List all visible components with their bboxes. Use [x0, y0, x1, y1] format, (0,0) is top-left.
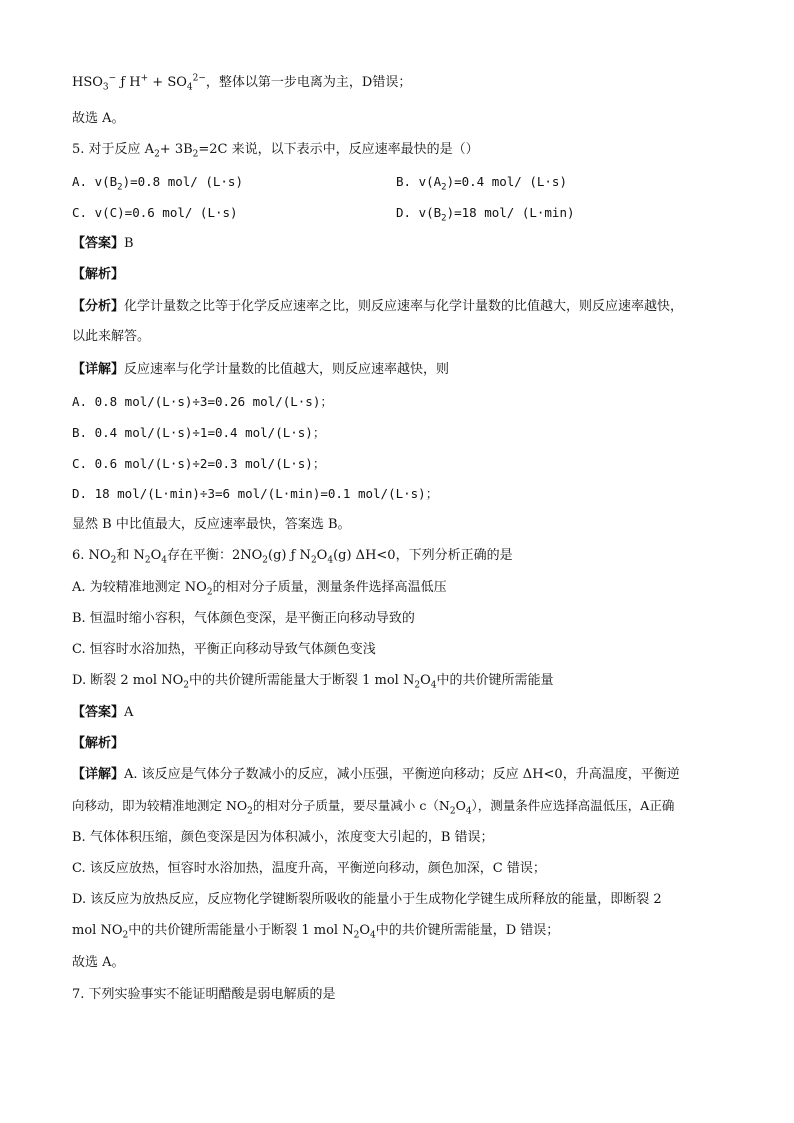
xiangjie-5 [72, 361, 449, 379]
body-text: O [150, 548, 162, 563]
option-text: D. v(B [396, 205, 442, 220]
body-text: ，整体以第一步电离为主，D错误； [205, 75, 412, 90]
question-6-option-c: C. 恒容时水浴加热，平衡正向移动导致气体颜色变浅 [72, 642, 376, 657]
option-text: )=18 mol/ (L·min) [446, 205, 575, 220]
answer-value: A [124, 705, 134, 720]
body-text: 6. NO [72, 548, 111, 563]
subscript: 4 [465, 806, 472, 817]
subscript: 2 [117, 182, 123, 193]
subscript: 2 [144, 555, 151, 566]
subscript: 2 [206, 587, 213, 598]
option-text: O [420, 673, 431, 688]
option-text: 的相对分子质量，测量条件选择高温低压 [212, 580, 447, 595]
option-text: A. 为较精准地测定 NO [72, 580, 207, 595]
body-text: O [316, 548, 328, 563]
body-text: (g) ΔH<0，下列分析正确的是 [333, 548, 513, 563]
subscript: 2 [441, 182, 447, 193]
superscript: 2− [192, 73, 206, 84]
option-text: )=0.8 mol/ (L·s) [122, 174, 243, 189]
detail-line-1 [72, 766, 680, 784]
calc-line-d: D. 18 mol/(L·min)÷3=6 mol/(L·min)=0.1 mol/(L·s)； [72, 486, 439, 501]
formula-text: ƒ H [116, 75, 141, 90]
conclusion-5: 显然 B 中比值最大，反应速率最快，答案选 B。 [72, 517, 351, 532]
body-text: + 3B [159, 142, 193, 157]
subscript: 2 [414, 680, 421, 691]
xiangjie-label: 【详解】 [72, 767, 125, 782]
subscript: 2 [449, 806, 456, 817]
body-text: ），测量条件应选择高温低压，A正确 [471, 798, 675, 813]
option-b [396, 173, 567, 191]
formula-text: + SO [148, 75, 187, 90]
body-text: =2C 来说，以下表示中，反应速率最快的是（） [198, 142, 479, 157]
fenxi-label: 【分析】 [72, 299, 125, 314]
body-text: 向移动，即为较精准地测定 NO [72, 798, 248, 813]
formula-text: HSO [72, 75, 103, 90]
subscript: 2 [247, 806, 253, 817]
superscript: − [108, 73, 117, 84]
body-text: 和 N [116, 548, 145, 563]
detail-line-5: D. 该反应为放热反应，反应物化学键断裂所吸收的能量小于生成物化学键生成所释放的能量，即断裂 2 [72, 892, 662, 907]
detail-line-2 [72, 797, 674, 815]
answer-label: 【答案】 [72, 236, 125, 251]
subscript: 4 [161, 555, 167, 566]
subscript: 2 [154, 149, 160, 160]
option-a [72, 173, 243, 191]
body-text: 中的共价键所需能量小于断裂 1 mol N [128, 923, 354, 938]
subscript: 4 [327, 555, 334, 566]
question-6-option-a [72, 579, 447, 597]
detail-line-6 [72, 922, 559, 940]
body-text: mol NO [72, 923, 123, 938]
option-text: )=0.4 mol/ (L·s) [446, 174, 567, 189]
subscript: 3 [102, 82, 109, 93]
answer-label: 【答案】 [72, 705, 125, 720]
body-text: O [455, 798, 466, 813]
subscript: 4 [430, 680, 437, 691]
detail-line-3: B. 气体体积压缩，颜色变深是因为体积减小，浓度变大引起的，B 错误； [72, 830, 494, 845]
subscript: 4 [369, 930, 376, 941]
detail-line-7: 故选 A。 [72, 955, 125, 970]
subscript: 2 [262, 555, 269, 566]
fenxi-line-2: 以此来解答。 [72, 329, 151, 344]
answer-5 [72, 235, 134, 253]
calc-line-a: A. 0.8 mol/(L·s)÷3=0.26 mol/(L·s)； [72, 394, 333, 409]
question-6-option-d [72, 672, 554, 690]
body-text: 存在平衡：2NO [166, 548, 263, 563]
option-text: 中的共价键所需能量 [436, 673, 554, 688]
calc-line-b: B. 0.4 mol/(L·s)÷1=0.4 mol/(L·s)； [72, 425, 326, 440]
question-7: 7. 下列实验事实不能证明醋酸是弱电解质的是 [72, 987, 336, 1002]
fenxi-line-1 [72, 298, 683, 316]
body-text: O [359, 923, 370, 938]
body-text: 中的共价键所需能量，D 错误； [375, 923, 560, 938]
xiangjie-label: 【详解】 [72, 362, 125, 377]
body-text: 5. 对于反应 A [72, 142, 155, 157]
subscript: 2 [110, 555, 117, 566]
subscript: 2 [441, 213, 447, 224]
option-text: A. v(B [72, 174, 118, 189]
subscript: 2 [122, 930, 129, 941]
text-line: 故选 A。 [72, 111, 125, 126]
option-d [396, 204, 575, 222]
body-text: 的相对分子质量，要尽量减小 c（N [252, 798, 450, 813]
body-text: 反应速率与化学计量数的比值越大，则反应速率越快，则 [124, 362, 450, 377]
subscript: 2 [310, 555, 317, 566]
subscript: 2 [353, 930, 360, 941]
text-line-hso3 [72, 74, 411, 92]
body-text: A. 该反应是气体分子数减小的反应，减小压强，平衡逆向移动；反应 ΔH<0，升高温度，平衡逆 [124, 767, 680, 782]
option-text: C. v(C)=0.6 mol/ (L·s) [72, 205, 238, 220]
option-c [72, 204, 238, 222]
subscript: 2 [183, 680, 189, 691]
calc-line-c: C. 0.6 mol/(L·s)÷2=0.3 mol/(L·s)； [72, 456, 326, 471]
question-6 [72, 547, 513, 565]
option-text: D. 断裂 2 mol NO [72, 673, 184, 688]
option-text: B. v(A [396, 174, 442, 189]
question-5 [72, 141, 479, 159]
answer-value: B [124, 236, 134, 251]
body-text: 化学计量数之比等于化学反应速率之比，则反应速率与化学计量数的比值越大，则反应速率越快， [124, 299, 684, 314]
analysis-heading-5: 【解析】 [72, 267, 125, 282]
detail-line-4: C. 该反应放热，恒容时水浴加热，温度升高，平衡逆向移动，颜色加深，C 错误； [72, 861, 546, 876]
option-text: 中的共价键所需能量大于断裂 1 mol N [188, 673, 415, 688]
superscript: + [140, 73, 149, 84]
body-text: (g) ƒ N [268, 548, 311, 563]
subscript: 4 [186, 82, 193, 93]
analysis-heading-6: 【解析】 [72, 736, 125, 751]
question-6-option-b: B. 恒温时缩小容积，气体颜色变深，是平衡正向移动导致的 [72, 611, 415, 626]
subscript: 2 [192, 149, 199, 160]
answer-6 [72, 704, 133, 722]
